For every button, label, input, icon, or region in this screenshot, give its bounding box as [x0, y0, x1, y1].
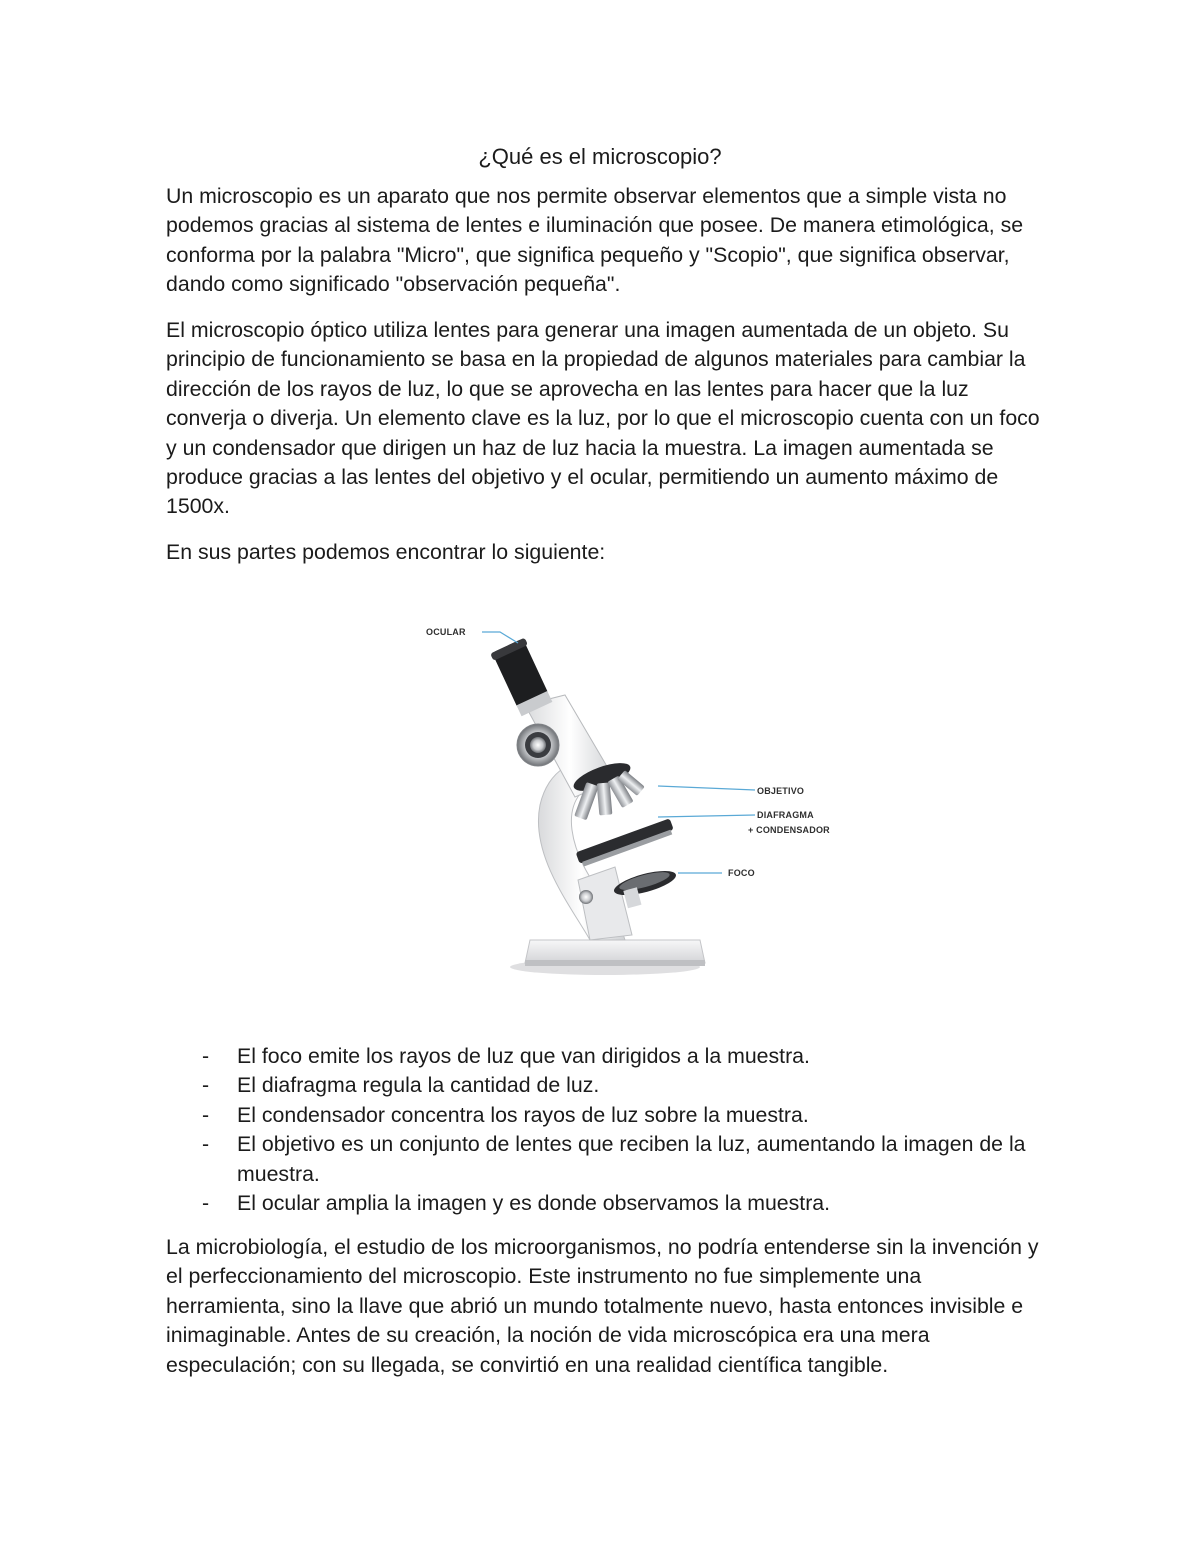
paragraph-definition: Un microscopio es un aparato que nos permite observar elementos que a simple vista no podemos gracias al sistema de lentes e iluminación que posee. De manera etimológica, se conforma por la palabra "Micro", que significa pequeño y "Scopio", que significa observar, dando como significado "observación pequeña". — [166, 184, 1024, 297]
list-item-text: El condensador concentra los rayos de luz sobre la muestra. — [237, 1102, 809, 1127]
list-dash: - — [202, 1044, 210, 1068]
ocular-leader-line — [482, 632, 518, 643]
paragraph-microbiology: La microbiología, el estudio de los microorganismos, no podría entenderse sin la invención y el perfeccionamiento del microscopio. Este instrumento no fue simplemente una herramienta, sino la llave que abrió un mundo totalmente nuevo, hasta entonces invisible e inimaginable. Antes de su creación, la noción de vida microscópica era una mera especulación; con su llegada, se convirtió en una realidad científica tangible. — [166, 1235, 1039, 1377]
list-item — [166, 1189, 1046, 1218]
paragraph-optical-microscope: El microscopio óptico utiliza lentes para generar una imagen aumentada de un objeto. Su principio de funcionamiento se basa en la propiedad de algunos materiales para cambiar la dirección de los rayos de luz, lo que se aprovecha en las lentes para hacer que la luz converja o diverja. Un elemento clave es la luz, por lo que el microscopio cuenta con un foco y un condensador que dirigen un haz de luz hacia la muestra. La imagen aumentada se produce gracias a las lentes del objetivo y el ocular, permitiendo un aumento máximo de 1500x. — [166, 318, 1040, 519]
list-item — [166, 1042, 1046, 1071]
list-dash: - — [202, 1102, 210, 1127]
label-diafragma: DIAFRAGMA — [757, 810, 814, 820]
label-objetivo: OBJETIVO — [757, 786, 805, 796]
label-foco: FOCO — [728, 868, 755, 878]
list-item-text: El objetivo es un conjunto de lentes que reciben la luz, aumentando la imagen de la muestra. — [237, 1132, 1026, 1186]
list-item-text: El ocular amplia la imagen y es donde observamos la muestra. — [237, 1191, 831, 1216]
list-dash: - — [202, 1191, 210, 1216]
diafragma-leader-line — [658, 815, 755, 817]
label-ocular: OCULAR — [426, 627, 466, 637]
label-condensador: + CONDENSADOR — [748, 825, 830, 835]
paragraph-parts-intro: En sus partes podemos encontrar lo siguiente: — [166, 540, 606, 564]
objetivo-leader-line — [658, 786, 755, 790]
list-item — [166, 1101, 1046, 1130]
list-dash: - — [202, 1132, 210, 1157]
list-dash: - — [202, 1073, 210, 1098]
microscope-figure — [400, 605, 830, 995]
list-item-text: El diafragma regula la cantidad de luz. — [237, 1073, 600, 1098]
parts-list — [166, 1042, 1046, 1218]
list-item — [166, 1071, 1046, 1100]
microscope-illustration — [400, 605, 830, 995]
list-item-text: El foco emite los rayos de luz que van dirigidos a la muestra. — [237, 1044, 810, 1068]
list-item — [166, 1130, 1046, 1189]
document-title: ¿Qué es el microscopio? — [478, 144, 722, 169]
